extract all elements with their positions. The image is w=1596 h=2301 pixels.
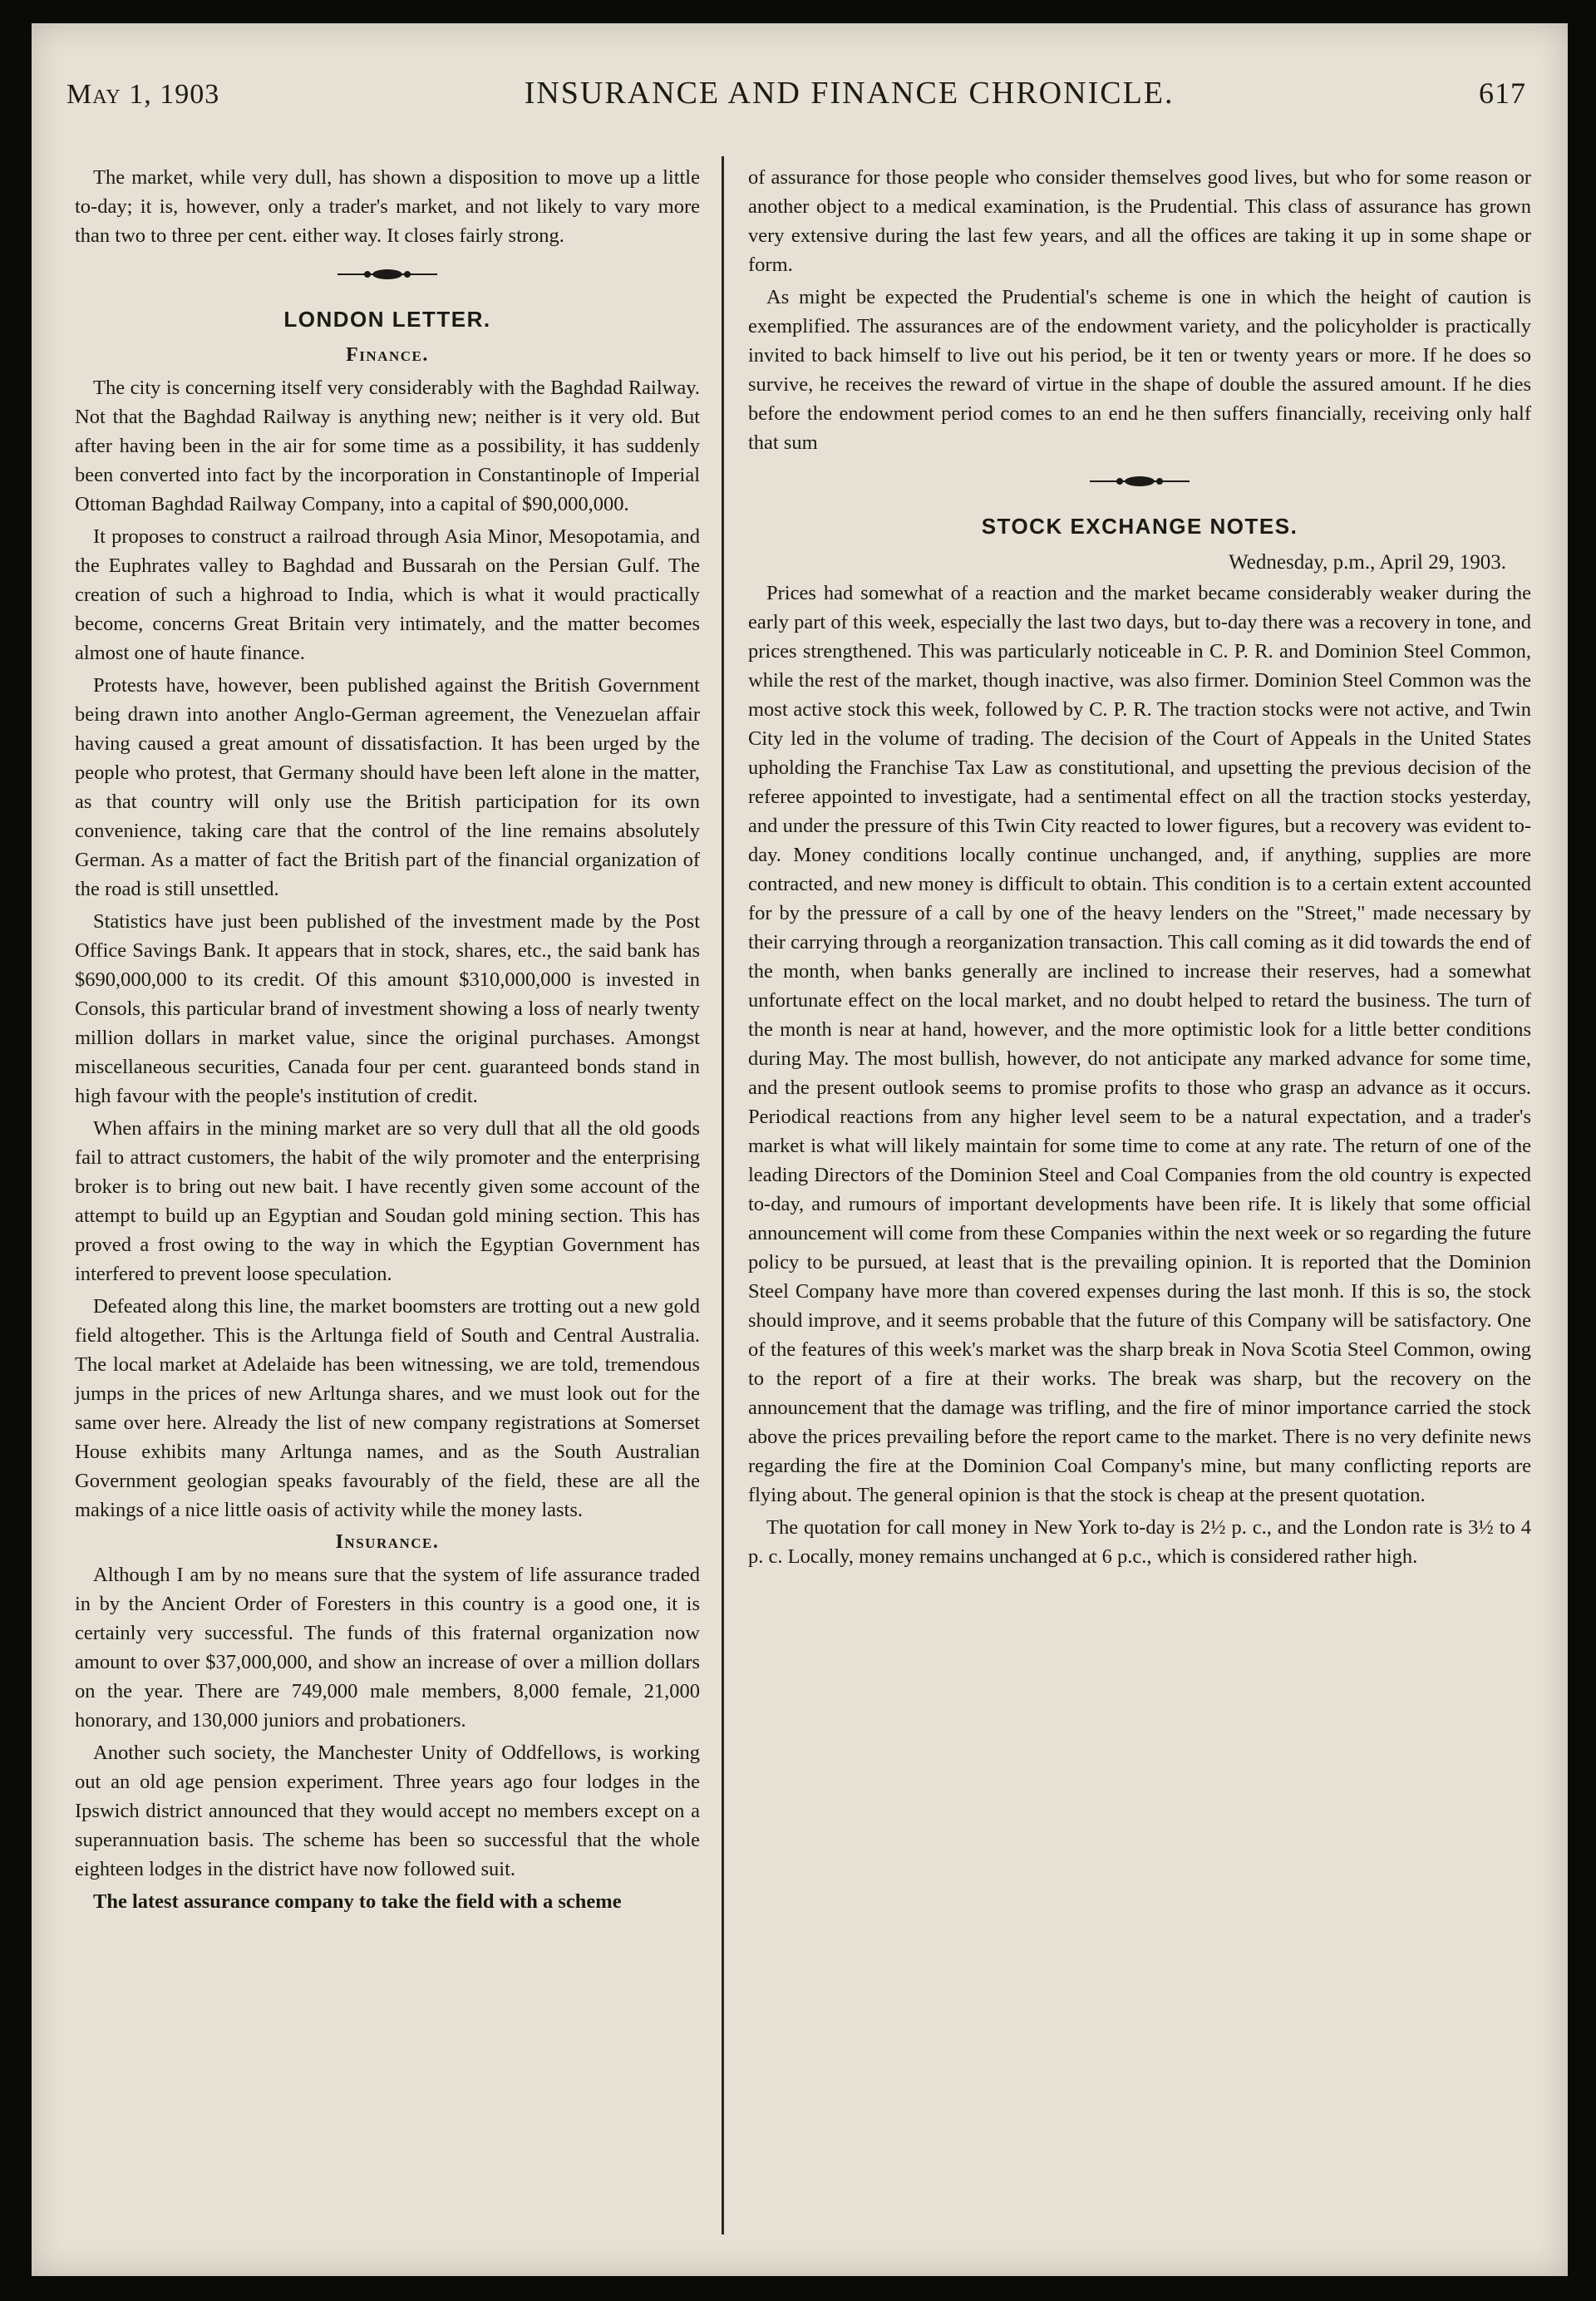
continuation-paragraph: As might be expected the Prudential's scheme is one in which the height of caution is exemplified. The assurances are of the endowment variety, and the policyholder is practically invited to back himself to live out his period, be it ten or twenty years or more. If he does so survive, he receives the reward of virtue in the shape of double the assured amount. If he dies before the endowment period comes to an end he then suffers financially, receiving only half that sum bbox=[748, 286, 1531, 454]
stock-exchange-paragraph: Prices had somewhat of a reaction and the market became considerably weaker during the early part of this week, especially the last two days, but to-day there was a recovery in tone, and prices strengthened. This was particularly noticeable in C. P. R. and Dominion Steel Common, while the rest of the market, though inactive, was also firmer. Dominion Steel Common was the most active stock this week, followed by C. P. R. The traction stocks were not active, and Twin City led in the volume of trading. The decision of the Court of Appeals in the United States upholding the Franchise Tax Law as constitutional, and upsetting the previous decision of the referee appointed to investigate, had a sentimental effect on all the traction stocks yesterday, and under the pressure of this Twin City reacted to lower figures, but a recovery was evident to-day. Money conditions locally continue unchanged, and, if anything, supplies are more contracted, and new money is difficult to obtain. This condition is to a certain extent accounted for by the pressure of a call by one of the heavy lenders on the "Street," made necessary by their carrying through a reorganization transaction. This call coming as it did towards the end of the month, when banks generally are inclined to increase their reserves, had a somewhat unfortunate effect on the local market, and no doubt helped to retard the business. The turn of the month is near at hand, however, and the more optimistic look for a little better conditions during May. The most bullish, however, do not anticipate any marked advance for some time, and the present outlook seems to promise profits to those who grasp an advance as it occurs. Periodical reactions from any higher level seem to be a natural expectation, and a trader's market is what will likely maintain for some time to come at any rate. The return of one of the leading Directors of the Dominion Steel and Coal Companies from the old country is expected to-day, and rumours of important developments have been rife. It is likely that some official announcement will come from these Companies within the next week or so regarding the future policy to be pursued, at least that is the prevailing opinion. It is reported that the Dominion Steel Company have more than covered expenses during the last monh. If this is so, the stock should improve, and it seems probable that the future of this Company will be satisfactory. One of the features of this week's market was the sharp break in Nova Scotia Steel Common, owing to the report of a fire at their works. The break was sharp, but the recovery on the announcement that the damage was trifling, and the fire of minor importance carried the stock above the prices prevailing before the report came to the market. There is no very definite news regarding the fire at the Dominion Coal Company's mine, but many conflicting reports are flying about. The general opinion is that the stock is cheap at the present quotation. bbox=[748, 582, 1531, 1506]
intro-paragraph: The market, while very dull, has shown a disposition to move up a little to-day; it is, however, only a trader's market, and not likely to vary more than two to three per cent. either way. It closes fairly strong. bbox=[75, 166, 700, 247]
newspaper-page bbox=[32, 23, 1568, 2276]
issue-date: May 1, 1903 bbox=[66, 79, 220, 110]
section-ornament bbox=[748, 469, 1531, 497]
right-column bbox=[748, 163, 1531, 1574]
stock-exchange-paragraph: The quotation for call money in New York to-day is 2½ p. c., and the London rate is 3½ to 4 p. c. Locally, money remains unchanged at 6 p.c., which is considered rather high. bbox=[748, 1516, 1531, 1568]
stock-exchange-heading: STOCK EXCHANGE NOTES. bbox=[981, 514, 1298, 539]
publication-title: INSURANCE AND FINANCE CHRONICLE. bbox=[524, 76, 1175, 111]
finance-subhead: Finance. bbox=[346, 344, 429, 366]
column-divider bbox=[722, 156, 724, 2234]
insurance-paragraph: Although I am by no means sure that the system of life assurance traded in by the Ancient Order of Foresters in this country is a good one, it is certainly very successful. The funds of this fraternal organization now amount to over $37,000,000, and show an increase of over a million dollars on the year. There are 749,000 male members, 8,000 female, 21,000 honorary, and 130,000 juniors and probationers. bbox=[75, 1564, 700, 1732]
section-ornament bbox=[75, 262, 700, 290]
stock-exchange-dateline: Wednesday, p.m., April 29, 1903. bbox=[1229, 551, 1506, 574]
page-header bbox=[66, 75, 1526, 133]
insurance-subhead: Insurance. bbox=[335, 1531, 440, 1553]
insurance-continued-line: The latest assurance company to take the field with a scheme bbox=[93, 1890, 622, 1913]
finance-paragraph: Statistics have just been published of the investment made by the Post Office Savings Bank. It appears that in stock, shares, etc., the said bank has $690,000,000 to its credit. Of this amount $310,000,000 is invested in Consols, this particular brand of investment showing a loss of nearly twenty million dollars in market value, since the original purchases. Amongst miscellaneous securities, Canada four per cent. guaranteed bonds stand in high favour with the people's institution of credit. bbox=[75, 910, 700, 1107]
london-letter-heading: LONDON LETTER. bbox=[283, 307, 491, 332]
left-column bbox=[75, 163, 700, 1919]
insurance-paragraph: Another such society, the Manchester Unity of Oddfellows, is working out an old age pension experiment. Three years ago four lodges in the Ipswich district announced that they would accept no members except on a superannuation basis. The scheme has been so successful that the whole eighteen lodges in the district have now followed suit. bbox=[75, 1742, 700, 1880]
finance-paragraph: Defeated along this line, the market boomsters are trotting out a new gold field altogether. This is the Arltunga field of South and Central Australia. The local market at Adelaide has been witnessing, we are told, tremendous jumps in the prices of new Arltunga shares, and we must look out for the same over here. Already the list of new company registrations at Somerset House exhibits many Arltunga names, and as the South Australian Government geologian speaks favourably of the field, these are all the makings of a nice little oasis of activity while the money lasts. bbox=[75, 1295, 700, 1521]
finance-paragraph: It proposes to construct a railroad through Asia Minor, Mesopotamia, and the Euphrates valley to Baghdad and Bussarah on the Persian Gulf. The creation of such a highroad to India, which is what it would practically become, concerns Great Britain very intimately, and the matter becomes almost one of haute finance. bbox=[75, 525, 700, 664]
finance-paragraph: The city is concerning itself very considerably with the Baghdad Railway. Not that the Baghdad Railway is anything new; neither is it very old. But after having been in the air for some time as a possibility, it has suddenly been converted into fact by the incorporation in Constantinople of Imperial Ottoman Baghdad Railway Company, into a capital of $90,000,000. bbox=[75, 377, 700, 515]
finance-paragraph: When affairs in the mining market are so very dull that all the old goods fail to attract customers, the habit of the wily promoter and the enterprising broker is to bring out new bait. I have recently given some account of the attempt to build up an Egyptian and Soudan gold mining section. This has proved a frost owing to the way in which the Egyptian Government has interfered to prevent loose speculation. bbox=[75, 1117, 700, 1285]
continuation-paragraph: of assurance for those people who consider themselves good lives, but who for some reason or another object to a medical examination, is the Prudential. This class of assurance has grown very extensive during the last few years, and all the offices are taking it up in some shape or form. bbox=[748, 166, 1531, 276]
finance-paragraph: Protests have, however, been published against the British Government being drawn into another Anglo-German agreement, the Venezuelan affair having caused a great amount of dissatisfaction. It has been urged by the people who protest, that Germany should have been left alone in the matter, as that country will only use the British participation for its own convenience, taking care that the control of the line remains absolutely German. As a matter of fact the British part of the financial organization of the road is still unsettled. bbox=[75, 674, 700, 900]
page-number: 617 bbox=[1478, 76, 1526, 110]
